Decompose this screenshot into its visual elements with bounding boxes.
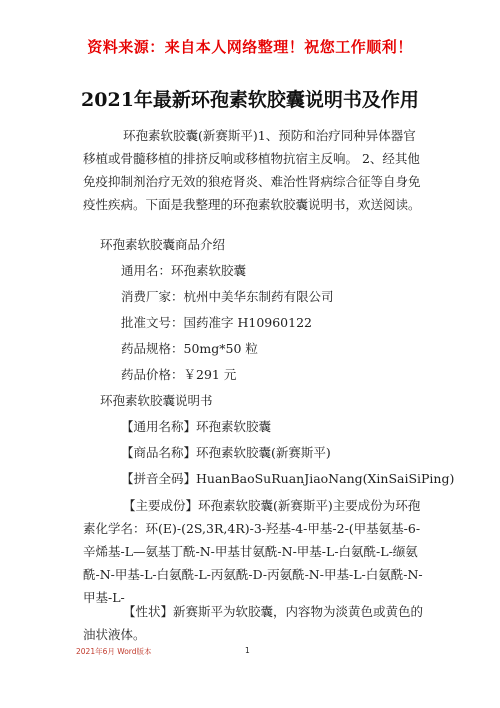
specification-line: 药品规格：50mg*50 粒 [121, 341, 258, 356]
page-title: 2021年最新环孢素软胶囊说明书及作用 [81, 89, 419, 111]
properties-paragraph: 【性状】新赛斯平为软胶囊，内容物为淡黄色或黄色的油状液体。 [83, 604, 424, 642]
product-intro-heading: 环孢素软胶囊商品介绍 [100, 237, 226, 252]
manual-heading: 环孢素软胶囊说明书 [100, 393, 213, 408]
manufacturer-line: 消费厂家：杭州中美华东制药有限公司 [121, 289, 334, 304]
footer-page-number: 1 [245, 646, 250, 655]
ingredients-paragraph: 【主要成份】环孢素软胶囊(新赛斯平)主要成份为环孢素化学名：环(E)-(2S,3R,4R)-3-羟基-4-甲基-2-(甲基氨基-6-辛烯基-L—氨基丁酰-N-甲基甘氨酰-N-甲基-L-白氨酰-L-缬氨酰-N-甲基-L-白氨酰-L-丙氨酰-D-丙氨酰-N-甲基-L-白氨酰-N-甲基-L- [83, 498, 423, 605]
pinyin-line: 【拼音全码】HuanBaoSuRuanJiaoNang(XinSaiSiPing) [121, 471, 455, 486]
common-name-line: 【通用名称】环孢素软胶囊 [121, 419, 272, 434]
price-line: 药品价格：￥291 元 [121, 367, 237, 382]
trade-name-line: 【商品名称】环孢素软胶囊(新赛斯平) [121, 445, 331, 460]
intro-paragraph: 环孢素软胶囊(新赛斯平)1、预防和治疗同种异体器官移植或骨髓移植的排挤反响或移植物抗宿主反响。 2、经其他免疫抑制剂治疗无效的狼疮肾炎、难治性肾病综合征等自身免疫性疾病。下面是我整理的环孢素软胶囊说明书，欢送阅读。 [83, 128, 421, 212]
source-banner: 资料来源：来自本人网络整理！祝您工作顺利！ [87, 38, 413, 56]
approval-number-line: 批准文号：国药准字 H10960122 [121, 315, 312, 330]
generic-name-line: 通用名：环孢素软胶囊 [121, 263, 247, 278]
footer-date-version: 2021年6月 Word版本 [76, 647, 152, 656]
